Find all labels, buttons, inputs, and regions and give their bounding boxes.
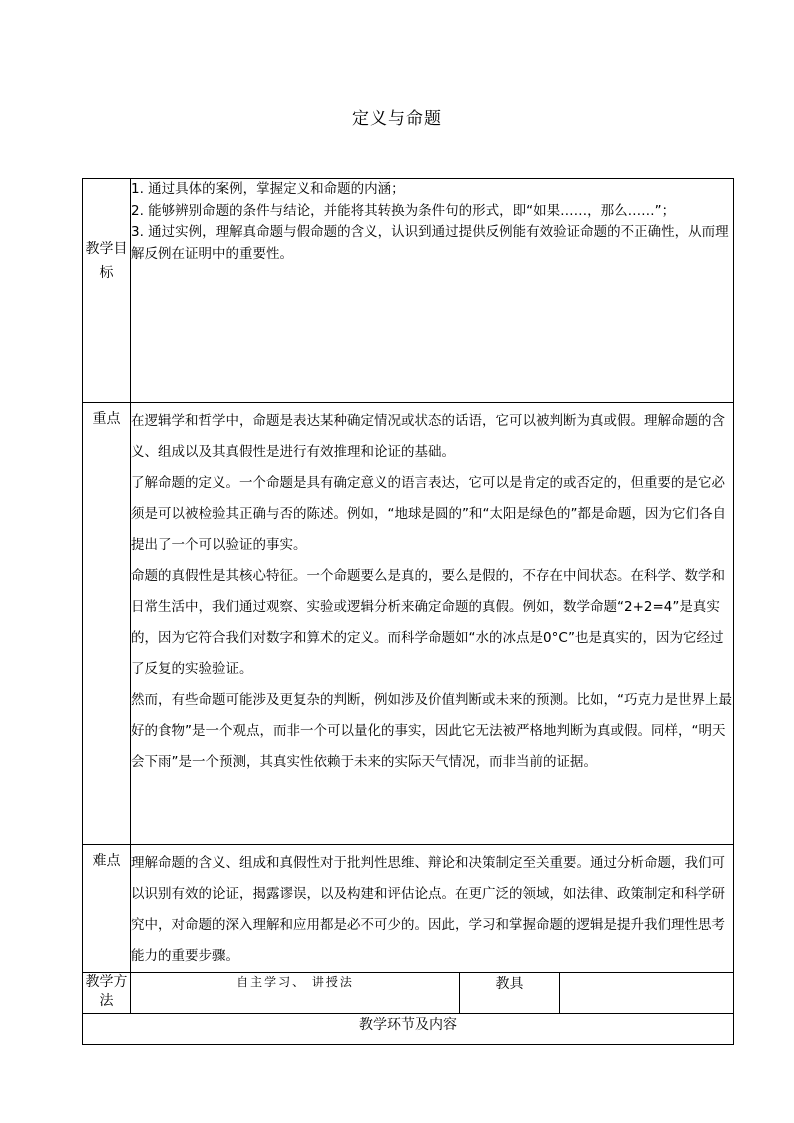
- method-row: [83, 973, 734, 1014]
- difficulties-label: 难点: [83, 845, 131, 973]
- goal-item-1: 1. 通过具体的案例，掌握定义和命题的内涵；: [131, 181, 405, 197]
- goals-content: [131, 179, 734, 403]
- key-paragraph-2: 了解命题的定义。一个命题是具有确定意义的语言表达，它可以是肯定的或否定的，但重要的是它必须是可以被检验其正确与否的陈述。例如，“地球是圆的”和“太阳是绿色的”都是命题，因为它们各自提出了一个可以验证的事实。: [131, 475, 726, 553]
- goals-row: [83, 179, 734, 403]
- method-label: 教学方法: [83, 973, 131, 1014]
- method-value: 自主学习、 讲授法: [131, 973, 460, 1014]
- lesson-plan-table: [82, 178, 734, 1045]
- section-row: [83, 1014, 734, 1045]
- key-paragraph-1: 在逻辑学和哲学中，命题是表达某种确定情况或状态的话语，它可以被判断为真或假。理解命题的含义、组成以及其真假性是进行有效推理和论证的基础。: [131, 413, 725, 460]
- goals-label: 教学目标: [83, 179, 131, 403]
- section-title: 教学环节及内容: [83, 1014, 734, 1045]
- difficulties-content: [131, 845, 734, 973]
- goal-item-3: 3. 通过实例，理解真命题与假命题的含义，认识到通过提供反例能有效验证命题的不正确性，从而理解反例在证明中的重要性。: [131, 224, 729, 262]
- key-paragraph-4: 然而，有些命题可能涉及更复杂的判断，例如涉及价值判断或未来的预测。比如，“巧克力是世界上最好的食物”是一个观点，而非一个可以量化的事实，因此它无法被严格地判断为真或假。同样，“明天会下雨”是一个预测，其真实性依赖于未来的实际天气情况，而非当前的证据。: [131, 692, 732, 770]
- tools-value: [560, 973, 734, 1014]
- key-points-content: [131, 403, 734, 845]
- difficulties-text: 理解命题的含义、组成和真假性对于批判性思维、辩论和决策制定至关重要。通过分析命题，我们可以识别有效的论证，揭露谬误，以及构建和评估论点。在更广泛的领域，如法律、政策制定和科学研究中，对命题的深入理解和应用都是必不可少的。因此，学习和掌握命题的逻辑是提升我们理性思考能力的重要步骤。: [131, 855, 725, 964]
- difficulties-row: [83, 845, 734, 973]
- goal-item-2: 2. 能够辨别命题的条件与结论，并能将其转换为条件句的形式，即“如果……，那么……”；: [131, 202, 676, 219]
- page-title: 定义与命题: [352, 109, 442, 129]
- key-paragraph-3: 命题的真假性是其核心特征。一个命题要么是真的，要么是假的，不存在中间状态。在科学、数学和日常生活中，我们通过观察、实验或逻辑分析来确定命题的真假。例如，数学命题“2+2=4”是真实的，因为它符合我们对数字和算术的定义。而科学命题如“水的冰点是0°C”也是真实的，因为它经过了反复的实验验证。: [131, 568, 725, 677]
- key-points-row: [83, 403, 734, 845]
- tools-label: 教具: [460, 973, 560, 1014]
- key-points-label: 重点: [83, 403, 131, 845]
